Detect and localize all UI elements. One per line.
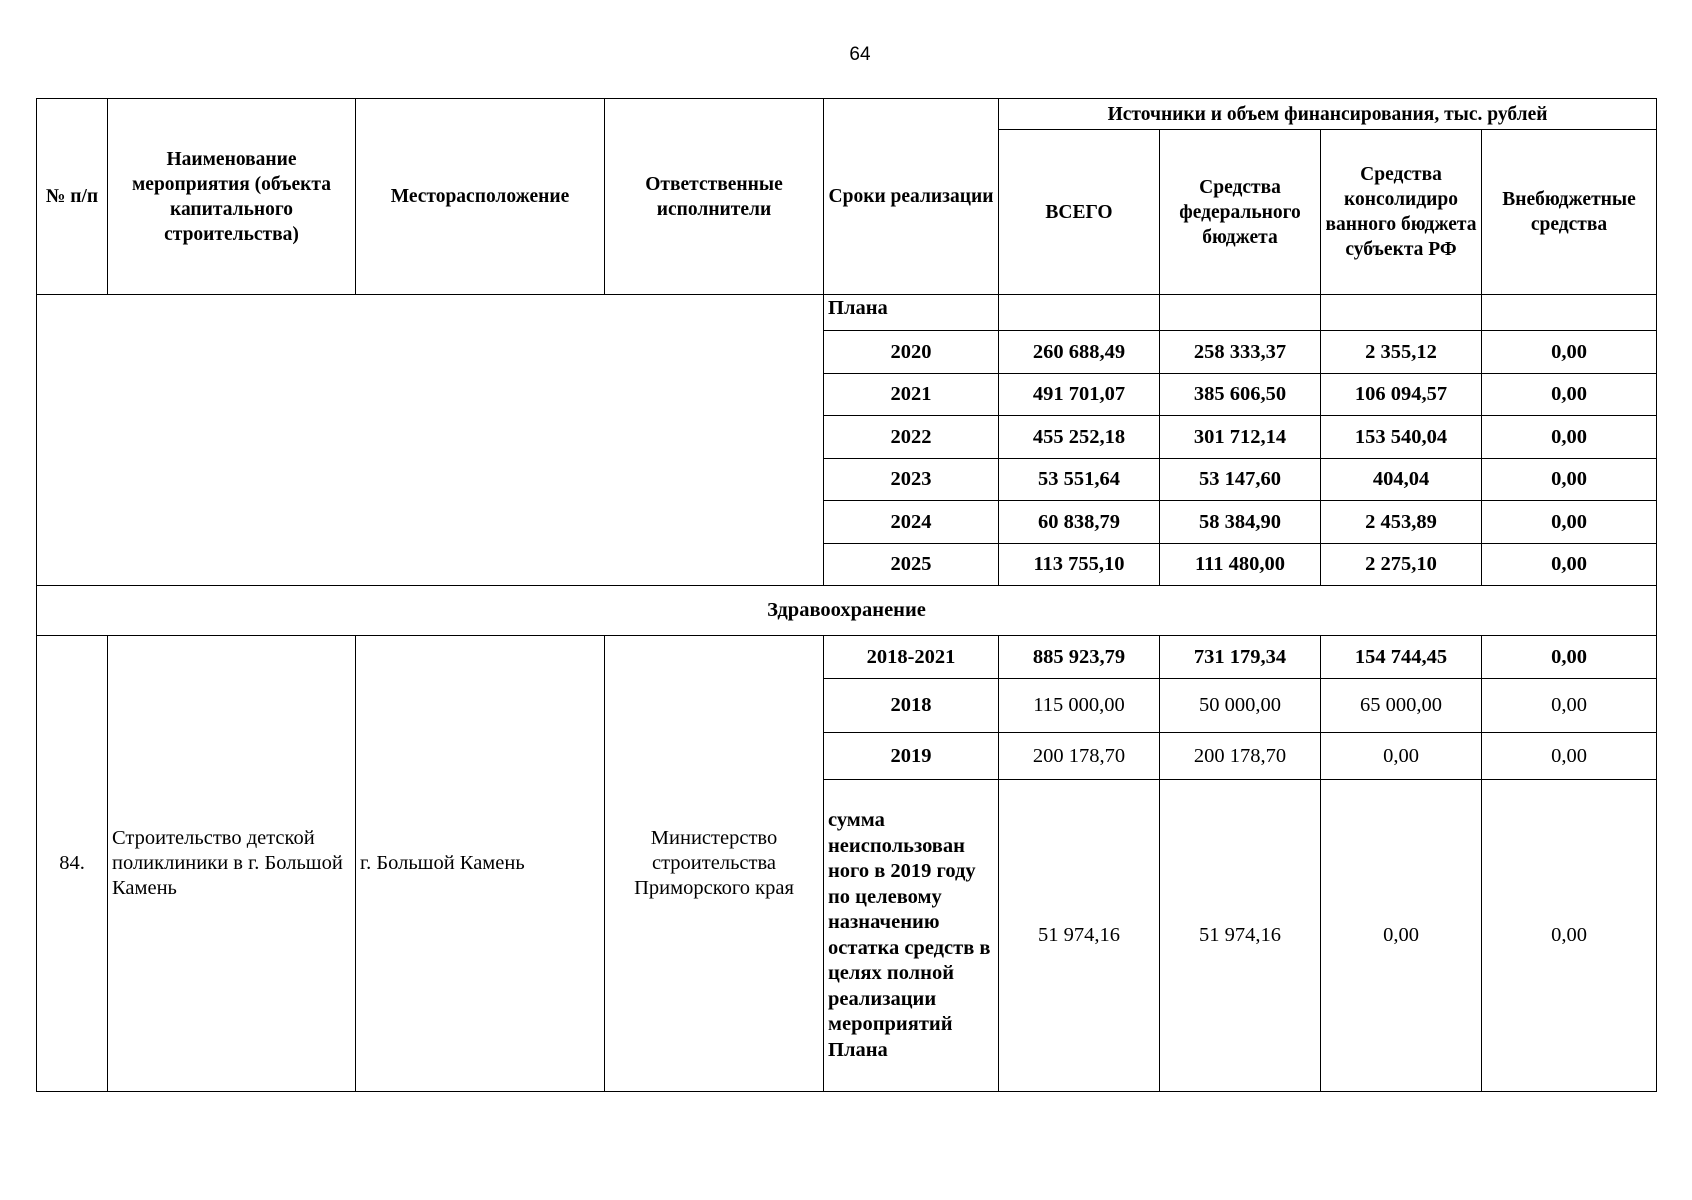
plan-blank-cell — [37, 295, 824, 586]
plan-total: 113 755,10 — [999, 544, 1160, 586]
plan-federal: 301 712,14 — [1160, 416, 1321, 459]
plan-empty-total — [999, 295, 1160, 331]
item-total: 200 178,70 — [999, 733, 1160, 780]
header-location: Месторасположение — [356, 99, 605, 295]
plan-total: 260 688,49 — [999, 331, 1160, 374]
plan-extra: 0,00 — [1482, 544, 1657, 586]
header-federal: Средства федерального бюджета — [1160, 130, 1321, 295]
item-extra: 0,00 — [1482, 636, 1657, 679]
plan-extra: 0,00 — [1482, 416, 1657, 459]
item-extra: 0,00 — [1482, 780, 1657, 1092]
header-executors: Ответственные исполнители — [605, 99, 824, 295]
table-row — [37, 636, 1657, 679]
plan-year: 2024 — [824, 501, 999, 544]
plan-label: Плана — [824, 295, 999, 331]
plan-label-row — [37, 295, 1657, 331]
item-federal: 731 179,34 — [1160, 636, 1321, 679]
plan-year: 2022 — [824, 416, 999, 459]
plan-extra: 0,00 — [1482, 501, 1657, 544]
header-financing-group: Источники и объем финансирования, тыс. рублей — [999, 99, 1657, 130]
item-executors: Министерство строительства Приморского края — [605, 636, 824, 1092]
plan-extra: 0,00 — [1482, 331, 1657, 374]
plan-regional: 2 453,89 — [1321, 501, 1482, 544]
plan-year: 2021 — [824, 374, 999, 416]
section-title: Здравоохранение — [37, 586, 1657, 636]
page-number: 64 — [849, 44, 871, 65]
item-total: 51 974,16 — [999, 780, 1160, 1092]
item-regional: 0,00 — [1321, 780, 1482, 1092]
plan-regional: 2 275,10 — [1321, 544, 1482, 586]
item-total: 115 000,00 — [999, 679, 1160, 733]
item-federal: 200 178,70 — [1160, 733, 1321, 780]
section-row — [37, 586, 1657, 636]
plan-year: 2020 — [824, 331, 999, 374]
header-total: ВСЕГО — [999, 130, 1160, 295]
item-regional: 65 000,00 — [1321, 679, 1482, 733]
plan-federal: 385 606,50 — [1160, 374, 1321, 416]
plan-regional: 106 094,57 — [1321, 374, 1482, 416]
plan-empty-extra — [1482, 295, 1657, 331]
plan-total: 53 551,64 — [999, 459, 1160, 501]
item-regional: 0,00 — [1321, 733, 1482, 780]
item-extra: 0,00 — [1482, 679, 1657, 733]
item-location: г. Большой Камень — [356, 636, 605, 1092]
plan-regional: 153 540,04 — [1321, 416, 1482, 459]
header-name: Наименование мероприятия (объекта капитального строительства) — [108, 99, 356, 295]
header-num: № п/п — [37, 99, 108, 295]
item-period: 2018 — [824, 679, 999, 733]
plan-total: 491 701,07 — [999, 374, 1160, 416]
plan-empty-regional — [1321, 295, 1482, 331]
plan-total: 60 838,79 — [999, 501, 1160, 544]
plan-federal: 58 384,90 — [1160, 501, 1321, 544]
item-federal: 51 974,16 — [1160, 780, 1321, 1092]
header-regional: Средства консолидиро ванного бюджета субъекта РФ — [1321, 130, 1482, 295]
item-number: 84. — [37, 636, 108, 1092]
header-period: Сроки реализации — [824, 99, 999, 295]
item-total: 885 923,79 — [999, 636, 1160, 679]
item-extra: 0,00 — [1482, 733, 1657, 780]
plan-regional: 2 355,12 — [1321, 331, 1482, 374]
header-row-1 — [37, 99, 1657, 130]
plan-empty-federal — [1160, 295, 1321, 331]
plan-regional: 404,04 — [1321, 459, 1482, 501]
item-federal: 50 000,00 — [1160, 679, 1321, 733]
plan-extra: 0,00 — [1482, 374, 1657, 416]
plan-federal: 258 333,37 — [1160, 331, 1321, 374]
item-period-note: сумма неиспользован ного в 2019 году по целевому назначению остатка средств в целях полной реализации мероприятий Плана — [824, 780, 999, 1092]
plan-year: 2025 — [824, 544, 999, 586]
item-period: 2019 — [824, 733, 999, 780]
header-extra: Внебюджетные средства — [1482, 130, 1657, 295]
plan-extra: 0,00 — [1482, 459, 1657, 501]
item-name: Строительство детской поликлиники в г. Большой Камень — [108, 636, 356, 1092]
financing-table — [36, 98, 1657, 1092]
item-regional: 154 744,45 — [1321, 636, 1482, 679]
plan-total: 455 252,18 — [999, 416, 1160, 459]
item-period: 2018-2021 — [824, 636, 999, 679]
plan-federal: 53 147,60 — [1160, 459, 1321, 501]
plan-year: 2023 — [824, 459, 999, 501]
plan-federal: 111 480,00 — [1160, 544, 1321, 586]
